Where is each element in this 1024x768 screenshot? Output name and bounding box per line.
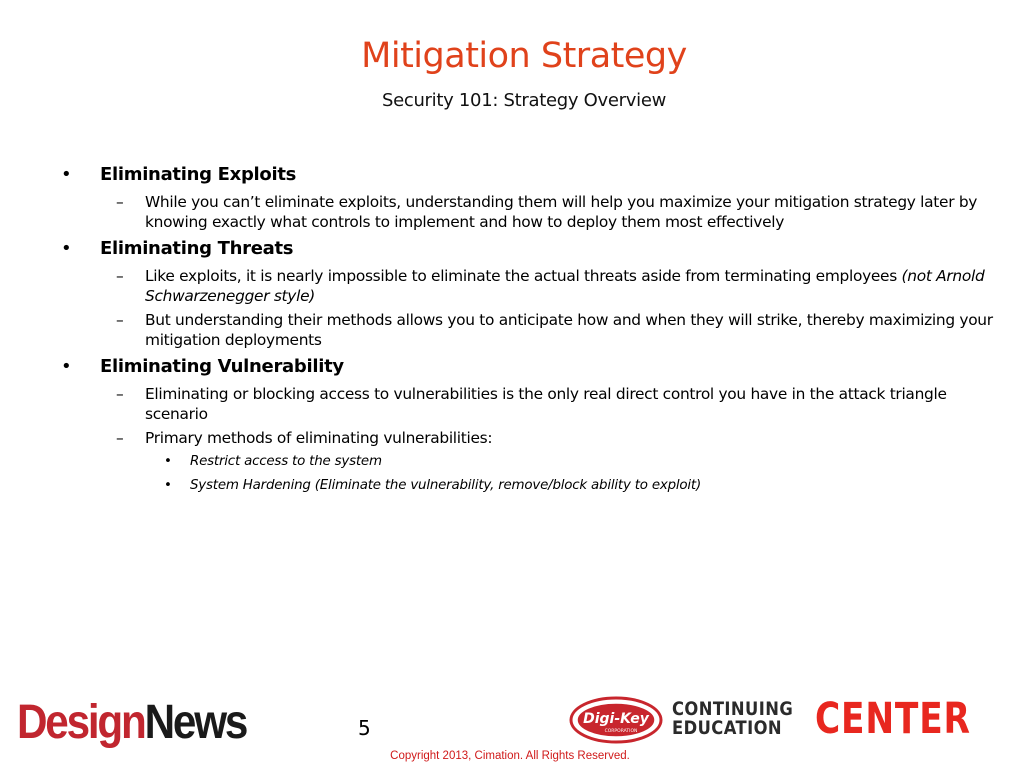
cec-center-text: CENTER xyxy=(815,694,971,744)
copyright-text: Copyright 2013, Cimation. All Rights Reserved. xyxy=(390,750,630,762)
sub-sub-point xyxy=(58,476,998,496)
digikey-logo xyxy=(569,696,663,744)
sub-point-text: But understanding their methods allows you to anticipate how and when they will strike, thereby maximizing your mitigation deployments xyxy=(145,311,993,349)
logo-news-text: News xyxy=(144,696,247,749)
dash-icon: – xyxy=(116,311,124,329)
sub-sub-point xyxy=(58,452,998,472)
slide-subtitle: Security 101: Strategy Overview xyxy=(381,90,667,111)
heading-text: Eliminating Threats xyxy=(100,238,294,259)
heading-text: Eliminating Vulnerability xyxy=(100,356,344,377)
cec-line2: EDUCATION xyxy=(672,717,783,739)
sub-point xyxy=(58,266,998,306)
dash-icon: – xyxy=(116,267,124,285)
sub-sub-point-text: Restrict access to the system xyxy=(190,454,382,469)
bullet-icon: • xyxy=(61,164,72,185)
sub-point xyxy=(58,310,998,350)
bullet-icon: • xyxy=(61,356,72,377)
bullet-heading-threats xyxy=(58,236,998,262)
bullet-icon: • xyxy=(164,478,172,493)
bullet-heading-exploits xyxy=(58,162,998,188)
designnews-logo xyxy=(17,697,246,749)
slide-title: Mitigation Strategy xyxy=(361,36,687,76)
cec-line1: CONTINUING xyxy=(672,698,794,720)
sub-point-italic-text: (not Arnold Schwarzenegger style) xyxy=(145,267,985,305)
bullet-icon: • xyxy=(164,454,172,469)
sub-point-text: While you can’t eliminate exploits, understanding them will help you maximize your mitigation strategy later by knowing exactly what controls to implement and how to deploy them most effectively xyxy=(145,193,978,231)
digikey-logo-text: Digi-Key xyxy=(583,711,649,727)
digikey-sub-text: CORPORATION xyxy=(604,729,638,734)
sub-point-text: Eliminating or blocking access to vulnerabilities is the only real direct control you have in the attack triangle scenario xyxy=(145,385,947,423)
sub-point xyxy=(58,384,998,424)
sub-point xyxy=(58,428,998,448)
sub-point xyxy=(58,192,998,232)
logo-design-text: Design xyxy=(17,696,145,749)
page-number: 5 xyxy=(358,716,371,740)
dash-icon: – xyxy=(116,193,124,211)
cec-logo-text xyxy=(672,700,793,738)
slide-content xyxy=(58,158,998,496)
heading-text: Eliminating Exploits xyxy=(100,164,297,185)
sub-point-text: Like exploits, it is nearly impossible to eliminate the actual threats aside from terminating employees xyxy=(145,267,902,285)
sub-sub-point-text: System Hardening (Eliminate the vulnerability, remove/block ability to exploit) xyxy=(190,478,702,493)
dash-icon: – xyxy=(116,429,124,447)
bullet-heading-vulnerability xyxy=(58,354,998,380)
dash-icon: – xyxy=(116,385,124,403)
bullet-icon: • xyxy=(61,238,72,259)
sub-point-text: Primary methods of eliminating vulnerabilities: xyxy=(145,429,493,447)
